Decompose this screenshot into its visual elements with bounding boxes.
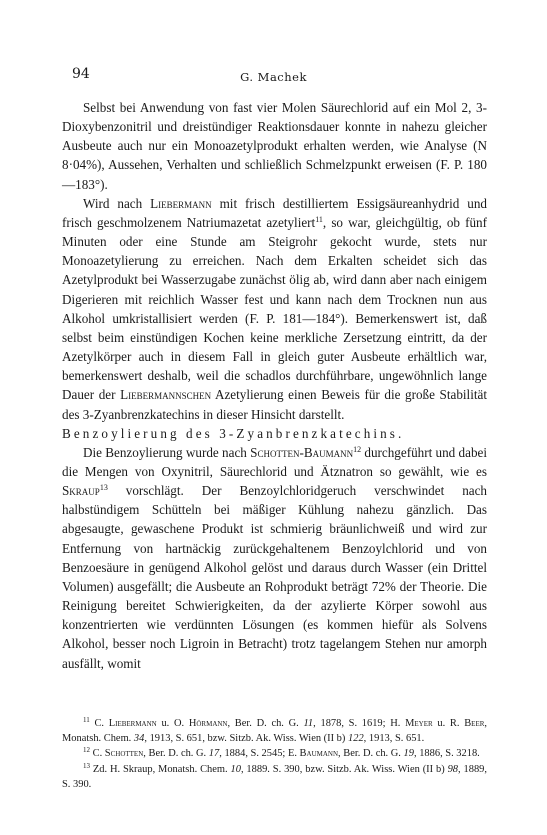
volume-number: 19 bbox=[403, 748, 414, 760]
volume-number: 122 bbox=[348, 733, 364, 745]
author-name: Hörmann bbox=[188, 718, 228, 729]
author-name: Baumann bbox=[299, 748, 339, 760]
paragraph-liebermann-acetylation bbox=[62, 194, 487, 424]
volume-number: 10 bbox=[230, 763, 241, 775]
running-head-author: G. Machek bbox=[240, 70, 307, 84]
text-run: , 1889. S. 390, bzw. Sitzb. Ak. Wiss. Wien (II b) bbox=[240, 763, 448, 775]
text-run: C. bbox=[90, 748, 105, 760]
volume-number: 17 bbox=[208, 748, 220, 760]
text-run: , 1913, S. 651. bbox=[363, 733, 425, 745]
text-run: vorschlägt. Der Benzoylchloridgeruch verschwindet nach halbstündigem Schütteln bei mäßiger Kühlung nahezu gänzlich. Das abgesaugte, gewaschene Produkt ist schmierig bräunlichweiß und wird zur Entfernung von hartnäckig zurückgehaltenem Benzoylchlorid und von Benzoesäure in genügend Alkohol gelöst und daraus durch Wasser (ein Drittel Volumen) ausgefällt; die Ausbeute an Rohprodukt beträgt 72% der Theorie. Die Reinigung bereitet Schwierigkeiten, da der azylierte Körper sowohl aus konzentrierten wie verdünnten Lösungen (es kommen hiefür als Solvens Alkohol, besser noch Ligroin in Betracht) trotz tagelangem Stehen nur amorph ausfällt, womit bbox=[62, 483, 487, 671]
footnote-number: 11 bbox=[83, 716, 90, 724]
author-name: Liebermann bbox=[150, 195, 212, 211]
volume-number: 98 bbox=[447, 763, 459, 775]
text-run: , 1884, S. 2545; E. bbox=[219, 748, 300, 760]
author-name: Liebermann bbox=[108, 718, 157, 729]
footnote-ref: 11 bbox=[315, 214, 323, 224]
author-name: Skraup bbox=[62, 483, 100, 499]
text-run: , Ber. D. ch. G. bbox=[338, 748, 404, 760]
footnote-12 bbox=[62, 746, 487, 761]
text-run: , Monatsh. Chem. bbox=[62, 718, 487, 745]
volume-number: 11 bbox=[303, 718, 314, 729]
text-run: , 1886, S. 3218. bbox=[413, 748, 480, 760]
footnote-number: 13 bbox=[83, 761, 90, 770]
paragraph-monoacetyl-result: Selbst bei Anwendung von fast vier Molen Säurechlorid auf ein Mol 2, 3-Dioxybenzonitril und dreistündiger Reaktionsdauer konnte in nahezu gleicher Ausbeute auch nur ein Monoazetylprodukt erhalten werden, wie Analyse (N 8·04%), Aussehen, Verhalten und schließlich Schmelzpunkt erweisen (F. P. 180—183°). bbox=[62, 100, 487, 192]
author-name: Beer bbox=[464, 718, 485, 729]
footnotes bbox=[62, 716, 487, 792]
paragraph-benzoylation bbox=[62, 443, 487, 673]
text-run: mit frisch destilliertem Essigsäureanhydrid und frisch geschmolzenem Natriumazetat azetyliert bbox=[62, 195, 487, 230]
author-name: Liebermannschen bbox=[120, 387, 212, 403]
text-run: durchgeführt und dabei die Mengen von Oxynitril, Säurechlorid und Ätznatron so gewählt, wie es bbox=[62, 444, 487, 479]
text-run: , 1878, S. 1619; H. bbox=[313, 718, 406, 729]
text-run: , Ber. D. ch. G. bbox=[143, 748, 209, 760]
section-heading: Benzoylierung des 3-Zyanbrenzkatechins. bbox=[62, 425, 405, 441]
text-run: , 1913, S. 651, bzw. Sitzb. Ak. Wiss. Wien (II b) bbox=[144, 733, 348, 745]
text-run: , so war, gleichgültig, ob fünf Minuten oder eine Stunde am Steigrohr gekocht wurde, stets nur Monoazetylierung zu erreichen. Nach dem Erkalten scheidet sich das Azetylprodukt bei Wasserzugabe zunächst ölig ab, wird dann aber nach einigem Digerieren mit reichlich Wasser fest und kann nach dem Trocknen nun aus Alkohol umkristallisiert werden (F. P. 181—184°). Bemerkenswert ist, daß selbst beim einstündigen Kochen keine merkliche Zersetzung eintritt, da der Azetylkörper auch in diesem Fall in gleich guter Ausbeute erhältlich war, bemerkenswert deshalb, weil die schadlos durchführbare, ungewöhnlich lange Dauer der bbox=[62, 214, 487, 403]
text-run: , 1889, S. 390. bbox=[62, 763, 487, 790]
text-run: Azetylierung einen Beweis für die große Stabilität des 3-Zyanbrenzkatechins in dieser Hinsicht darstellt. bbox=[62, 387, 487, 422]
volume-number: 34 bbox=[133, 733, 145, 745]
page-number: 94 bbox=[72, 66, 90, 82]
footnote-11 bbox=[62, 716, 487, 746]
author-name: Schotten-Baumann bbox=[250, 444, 354, 460]
text-run: Zd. H. Skraup, Monatsh. Chem. bbox=[90, 763, 231, 775]
text-run: Die Benzoylierung wurde nach bbox=[83, 444, 251, 460]
author-name: Schotten bbox=[104, 748, 144, 760]
footnote-ref: 12 bbox=[353, 444, 362, 454]
text-run: , Ber. D. ch. G. bbox=[227, 718, 304, 729]
footnote-ref: 13 bbox=[99, 483, 108, 493]
text-run: Wird nach bbox=[83, 195, 151, 211]
text-run: u. R. bbox=[432, 718, 465, 729]
text-run: C. bbox=[89, 718, 109, 729]
main-text bbox=[62, 98, 487, 673]
footnote-number: 12 bbox=[83, 746, 90, 755]
author-name: Meyer bbox=[405, 718, 433, 729]
text-run: u. O. bbox=[156, 718, 189, 729]
footnote-13 bbox=[62, 762, 487, 792]
